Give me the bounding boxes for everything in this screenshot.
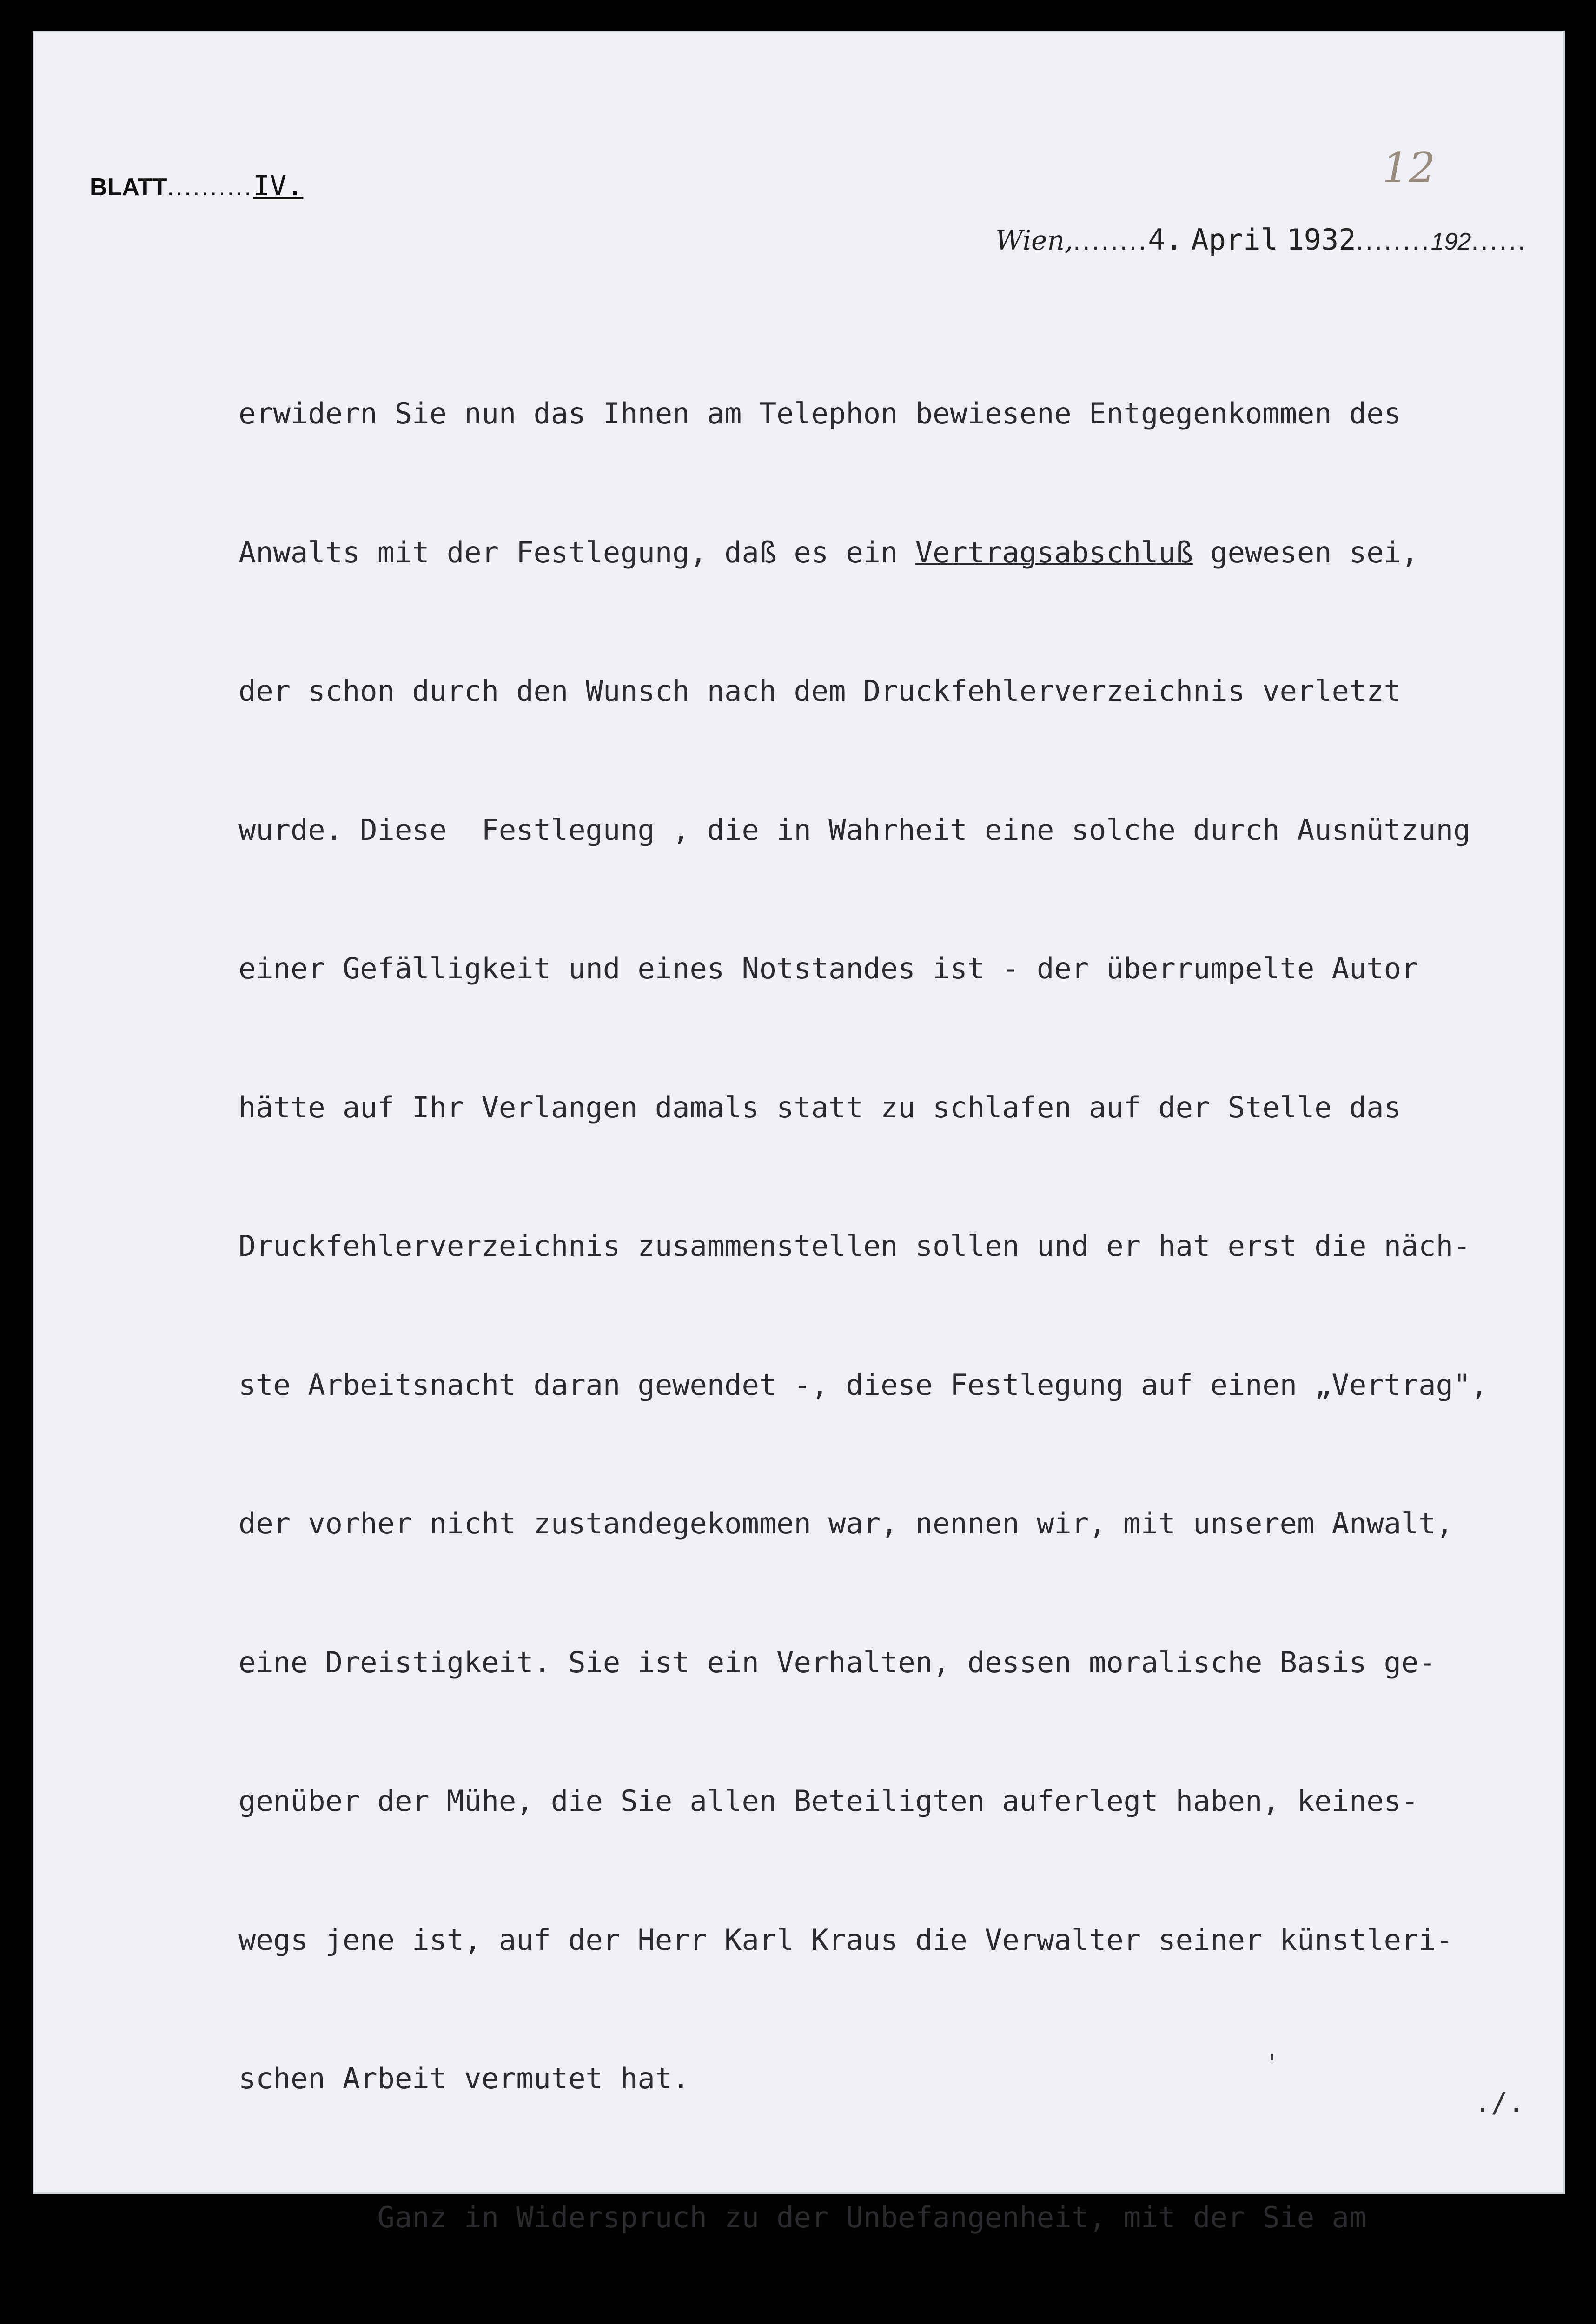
- text-line: der vorher nicht zustandegekommen war, nennen wir, mit unserem Anwalt,: [238, 1506, 1453, 1540]
- text-line: [238, 529, 1587, 576]
- letter-body: [238, 298, 1587, 2324]
- text-fragment: gewesen sei,: [1193, 535, 1419, 569]
- letter-page: [33, 31, 1565, 2234]
- stray-ink-mark: [1271, 2054, 1273, 2060]
- text-line: hätte auf Ihr Verlangen damals statt zu schlafen auf der Stelle das: [238, 1090, 1401, 1124]
- underlined-word: Vertragsabschluß: [915, 535, 1193, 569]
- date-day: 4.: [1148, 223, 1183, 257]
- century-dots: ......: [1471, 225, 1528, 256]
- text-line: Druckfehlerverzeichnis zusammenstellen sollen und er hat erst die näch-: [238, 1229, 1471, 1263]
- text-line: genüber der Mühe, die Sie allen Beteiligten auferlegt haben, keines-: [238, 1784, 1419, 1818]
- date-dots-2: ........: [1356, 225, 1431, 256]
- handwritten-page-number: 12: [1382, 144, 1436, 192]
- text-line: der schon durch den Wunsch nach dem Druckfehlerverzeichnis verletzt: [238, 674, 1401, 708]
- continuation-mark: ./.: [1474, 2086, 1525, 2119]
- text-line: erwidern Sie nun das Ihnen am Telephon bewiesene Entgegenkommen des: [238, 396, 1401, 430]
- text-line: Ganz in Widerspruch zu der Unbefangenheit, mit der Sie am: [238, 2200, 1367, 2234]
- text-line: einer Gefälligkeit und eines Notstandes ist - der überrumpelte Autor: [238, 951, 1419, 985]
- text-line: schen Arbeit vermutet hat.: [238, 2061, 690, 2095]
- text-line: eine Dreistigkeit. Sie ist ein Verhalten, dessen moralische Basis ge-: [238, 1645, 1436, 1679]
- city-label: Wien,: [995, 224, 1073, 256]
- date-year: 1932: [1286, 223, 1356, 257]
- text-fragment: Anwalts mit der Festlegung, daß es ein: [238, 535, 915, 569]
- century-print: 192: [1430, 228, 1471, 255]
- blatt-label: BLATT: [90, 174, 167, 201]
- date-month: April: [1191, 223, 1278, 257]
- text-line: ste Arbeitsnacht daran gewendet -, diese Festlegung auf einen „Vertrag",: [238, 1367, 1488, 1402]
- date-line: [995, 223, 1527, 257]
- date-dots: ........: [1073, 225, 1148, 256]
- blatt-number: IV.: [253, 170, 304, 202]
- text-line: wegs jene ist, auf der Herr Karl Kraus die Verwalter seiner künstleri-: [238, 1922, 1453, 1957]
- text-line: wurde. Diese Festlegung , die in Wahrheit eine solche durch Ausnützung: [238, 812, 1471, 847]
- sheet-label: [90, 170, 303, 202]
- blatt-dots: ..........: [167, 174, 253, 201]
